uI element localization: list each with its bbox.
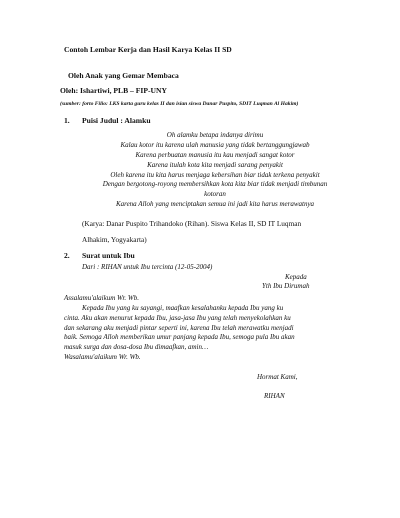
poem-line: Oleh karena itu kita harus menjaga kebersihan biar tidak terkena penyakit <box>110 171 320 179</box>
letter-body-line: cinta. Aku akan menurut kepada Ibu, jasa-jasa Ibu yang telah menyekolahkan ku <box>64 314 291 322</box>
poem-heading-number: 1. <box>64 116 70 125</box>
letter-from-line: Dari : RIHAN untuk Ibu tercinta (12-05-2004) <box>82 263 213 271</box>
document-subtitle: Oleh Anak yang Gemar Membaca <box>68 71 179 80</box>
letter-body-line: dan sekarang aku menjadi pintar seperti ini, karena Ibu telah merawatku menjadi <box>64 324 294 332</box>
letter-greeting: Assalamu'alaikum Wr. Wb. <box>64 294 139 302</box>
letter-heading-number: 2. <box>64 251 70 260</box>
poem-line: Karena Alloh yang menciptakan semua ini jadi kita harus merawatnya <box>115 200 315 208</box>
letter-closing-greeting: Wasalamu'alaikum Wr. Wb. <box>64 353 141 361</box>
letter-body-line: masuk surga dan dosa-dosa Ibu dimaafkan, amin… <box>64 343 209 351</box>
letter-body-line: baik. Semoga Alloh memberikan umur panjang kepada Ibu, semoga pula Ibu akan <box>64 333 295 341</box>
document-source: (sumber: forto Filio: LKS karta guru kelas II dan isian siswa Danar Puspito, SDIT Luqman Al Hakim) <box>60 101 299 107</box>
poem-line: Dengan bergotong-royong membersihkan kota kita biar tidak menjadi timbunan <box>102 180 328 188</box>
letter-body-line: Kepada Ibu yang ku sayangi, maafkan kesalahanku kepada Ibu yang ku <box>82 304 284 312</box>
letter-to-address: Yth Ibu Dirumah <box>262 282 310 290</box>
letter-to-line: Kepada <box>285 273 307 281</box>
letter-sign-off: Hormat Kami, <box>257 373 298 381</box>
letter-signature: RIHAN <box>264 392 285 400</box>
letter-heading: Surat untuk Ibu <box>82 251 135 260</box>
poem-line: Karena itulah kota kita menjadi sarang penyakit <box>147 161 283 169</box>
poem-line: Karena perbuatan manusia itu kau menjadi sangat kotor <box>135 151 295 159</box>
poem-heading: Puisi Judul : Alamku <box>82 116 151 125</box>
poem-line: kotoran <box>204 190 226 198</box>
poem-credit-continued: Alhakim, Yogyakarta) <box>82 235 147 244</box>
poem-line: Kalau kotor itu karena ulah manusia yang tidak bertanggungjawab <box>120 141 310 149</box>
poem-credit: (Karya: Danar Puspito Trihandoko (Rihan). Siswa Kelas II, SD IT Luqman <box>82 219 302 228</box>
poem-line: Oh alamku betapa indanya dirimu <box>166 131 264 139</box>
document-author: Oleh: Ishartiwi, PLB – FIP-UNY <box>60 86 167 95</box>
document-title: Contoh Lembar Kerja dan Hasil Karya Kelas II SD <box>64 45 232 54</box>
